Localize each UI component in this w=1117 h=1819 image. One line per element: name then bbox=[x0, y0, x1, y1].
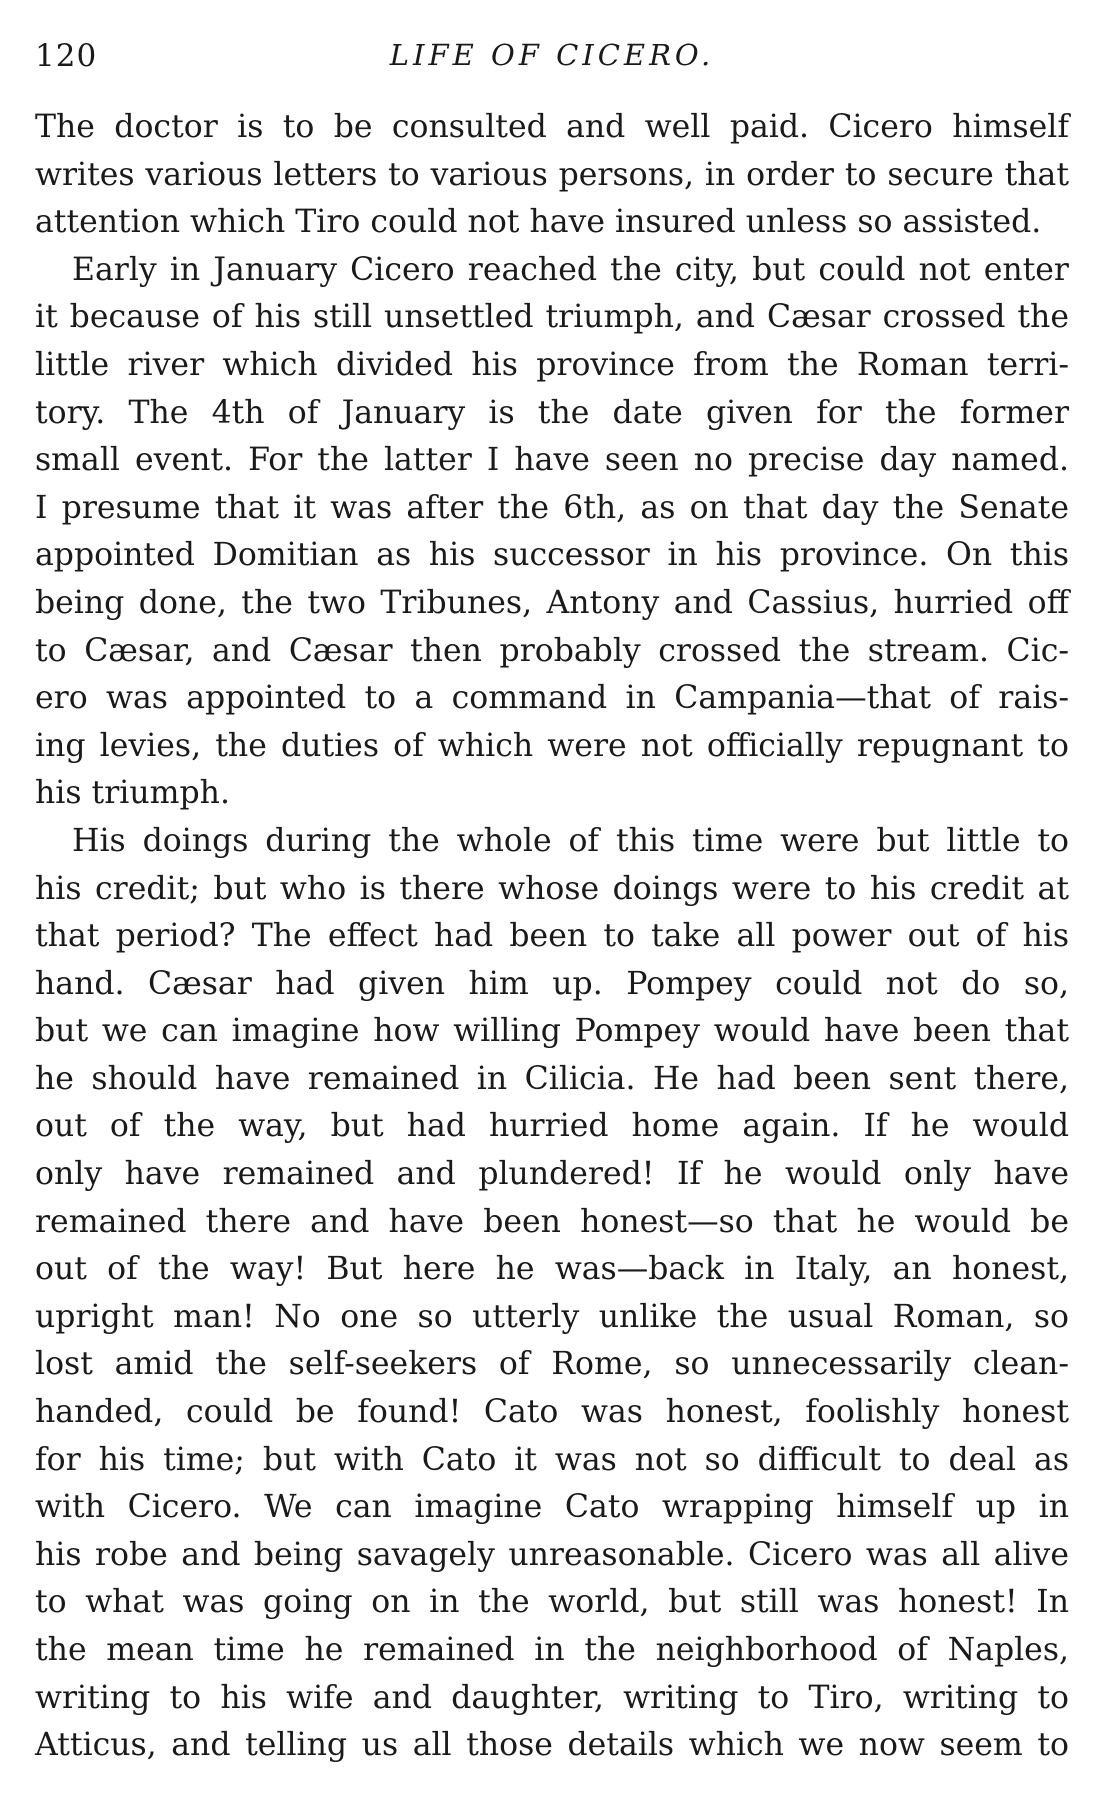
text-line: his credit; but who is there whose doings were to his credit at bbox=[35, 870, 1069, 907]
text-line: Early in January Cicero reached the city, but could not enter bbox=[72, 251, 1069, 288]
text-line: ing levies, the duties of which were not officially repugnant to bbox=[35, 727, 1069, 764]
text-line: he should have remained in Cilicia. He had been sent there, bbox=[35, 1060, 1069, 1097]
text-line: upright man! No one so utterly unlike the usual Roman, so bbox=[35, 1298, 1069, 1335]
text-line: it because of his still unsettled triumph, and Cæsar crossed the bbox=[35, 299, 1069, 336]
running-head bbox=[35, 38, 1069, 82]
text-line: tory. The 4th of January is the date given for the former bbox=[35, 394, 1069, 431]
page-number: 120 bbox=[35, 38, 98, 74]
text-line: out of the way! But here he was—back in Italy, an honest, bbox=[35, 1251, 1069, 1288]
text-line: little river which divided his province from the Roman terri- bbox=[35, 346, 1069, 383]
text-line: writing to his wife and daughter, writing to Tiro, writing to bbox=[35, 1679, 1069, 1716]
text-line: being done, the two Tribunes, Antony and Cassius, hurried off bbox=[35, 584, 1069, 621]
text-line: The doctor is to be consulted and well paid. Cicero himself bbox=[35, 109, 1069, 145]
text-line: that period? The effect had been to take all power out of his bbox=[35, 918, 1069, 955]
text-line: but we can imagine how willing Pompey would have been that bbox=[35, 1013, 1069, 1050]
text-line: his triumph. bbox=[35, 775, 230, 812]
text-line: appointed Domitian as his successor in his province. On this bbox=[35, 537, 1069, 574]
paragraph bbox=[35, 247, 1069, 818]
text-line: only have remained and plundered! If he would only have bbox=[35, 1156, 1069, 1193]
book-page bbox=[35, 38, 1069, 1770]
text-line: attention which Tiro could not have insured unless so assisted. bbox=[35, 204, 1042, 241]
text-line: ero was appointed to a command in Campania—that of rais- bbox=[35, 680, 1069, 717]
text-line: hand. Cæsar had given him up. Pompey could not do so, bbox=[35, 965, 1069, 1002]
text-line: His doings during the whole of this time were but little to bbox=[72, 822, 1069, 859]
text-line: to Cæsar, and Cæsar then probably crossed the stream. Cic- bbox=[35, 632, 1069, 669]
body-text bbox=[35, 104, 1069, 1770]
text-line: Atticus, and telling us all those details which we now seem to bbox=[35, 1727, 1069, 1764]
paragraph bbox=[35, 104, 1069, 247]
text-line: to what was going on in the world, but still was honest! In bbox=[35, 1584, 1069, 1621]
text-line: out of the way, but had hurried home again. If he would bbox=[35, 1108, 1069, 1145]
text-line: for his time; but with Cato it was not so difficult to deal as bbox=[35, 1441, 1069, 1478]
text-line: remained there and have been honest—so that he would be bbox=[35, 1203, 1069, 1240]
text-line: his robe and being savagely unreasonable. Cicero was all alive bbox=[35, 1536, 1069, 1573]
text-line: small event. For the latter I have seen no precise day named. bbox=[35, 442, 1069, 479]
text-line: the mean time he remained in the neighborhood of Naples, bbox=[35, 1632, 1069, 1668]
text-line: with Cicero. We can imagine Cato wrapping himself up in bbox=[35, 1489, 1069, 1526]
running-title: LIFE OF CICERO. bbox=[389, 38, 715, 72]
text-line: writes various letters to various persons, in order to secure that bbox=[35, 156, 1069, 193]
text-line: I presume that it was after the 6th, as on that day the Senate bbox=[35, 489, 1069, 526]
paragraph bbox=[35, 818, 1069, 1770]
text-line: lost amid the self-seekers of Rome, so unnecessarily clean- bbox=[35, 1346, 1069, 1383]
text-line: handed, could be found! Cato was honest, foolishly honest bbox=[35, 1394, 1069, 1431]
